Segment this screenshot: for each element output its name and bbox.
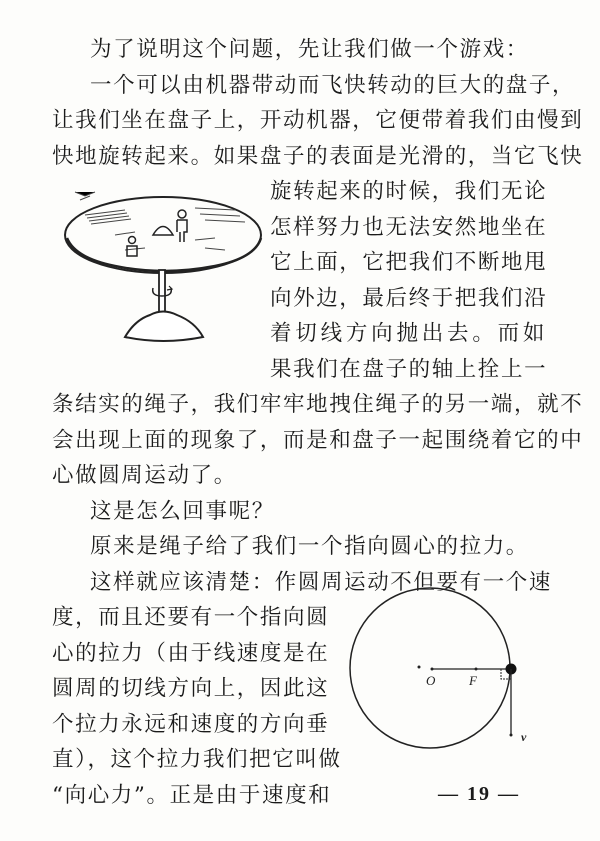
text-line: 向外边，最后终于把我们沿 xyxy=(270,286,548,311)
text-line: 着切线方向抛出去。而如 xyxy=(270,321,546,346)
text-line: 条结实的绳子，我们牢牢地拽住绳子的另一端，就不 xyxy=(52,392,584,417)
text-line: 会出现上面的现象了，而是和盘子一起围绕着它的中 xyxy=(52,428,584,453)
label-center: O xyxy=(426,673,436,688)
page-number: — 19 — xyxy=(438,783,520,805)
text-line: 直），这个拉力我们把它叫做 xyxy=(52,747,342,772)
text-line: 这样就应该清楚：作圆周运动不但要有一个速 xyxy=(90,570,553,595)
text-line: 果我们在盘子的轴上拴上一 xyxy=(270,357,548,382)
text-line: 原来是绳子给了我们一个指向圆心的拉力。 xyxy=(90,534,529,559)
text-line: 这是怎么回事呢？ xyxy=(90,499,275,524)
text-line: 旋转起来的时候，我们无论 xyxy=(270,179,548,204)
text-line: “向心力”。正是由于速度和 xyxy=(52,783,332,808)
spinning-disk-illustration xyxy=(55,180,270,345)
text-line: 圆周的切线方向上，因此这 xyxy=(52,676,330,701)
text-line: 度，而且还要有一个指向圆 xyxy=(52,605,330,630)
text-line: 让我们坐在盘子上，开动机器，它便带着我们由慢到 xyxy=(52,108,584,133)
text-line: 心的拉力（由于线速度是在 xyxy=(52,641,330,666)
text-line: 快地旋转起来。如果盘子的表面是光滑的，当它飞快 xyxy=(52,144,584,169)
text-line: 个拉力永远和速度的方向垂 xyxy=(52,712,330,737)
label-velocity: v xyxy=(521,730,527,744)
text-line: 为了说明这个问题，先让我们做一个游戏： xyxy=(90,37,529,62)
text-line: 一个可以由机器带动而飞快转动的巨大的盘子， xyxy=(90,73,576,98)
text-line: 怎样努力也无法安然地坐在 xyxy=(270,215,548,240)
text-line: 心做圆周运动了。 xyxy=(52,463,237,488)
circular-motion-diagram xyxy=(330,570,560,770)
label-force: F xyxy=(469,673,477,688)
text-line: 它上面，它把我们不断地甩 xyxy=(270,250,548,275)
